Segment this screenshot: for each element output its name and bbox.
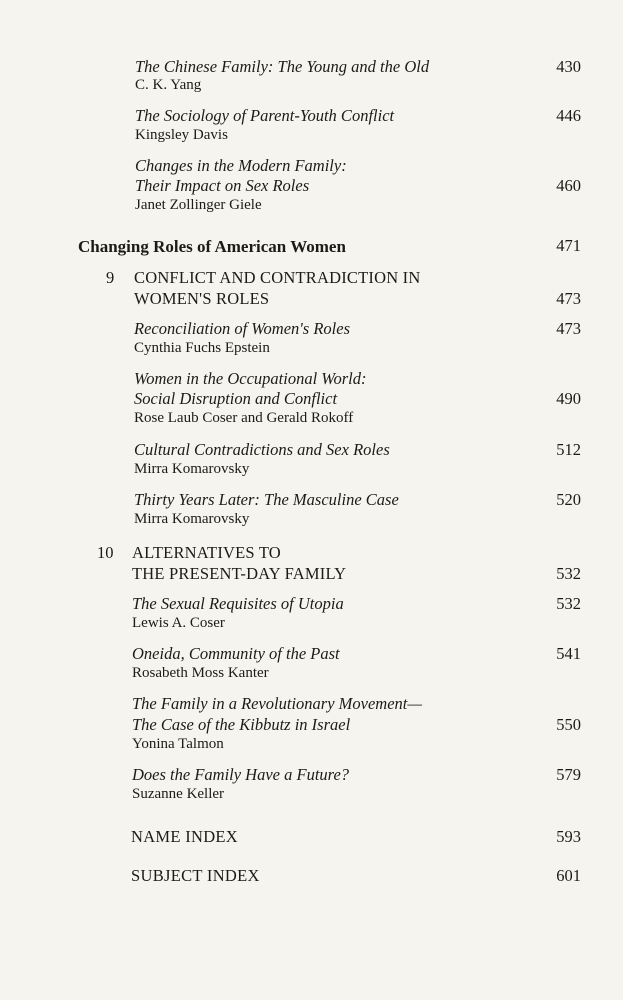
- chapter-page-number: 532: [556, 564, 581, 583]
- entry-title: The Family in a Revolutionary Movement—: [132, 694, 423, 713]
- chapter-title: CONFLICT AND CONTRADICTION IN: [134, 268, 421, 287]
- section-page-number: 471: [556, 236, 581, 255]
- entry-page-number: 550: [556, 715, 581, 734]
- subject-index-label: SUBJECT INDEX: [131, 866, 260, 885]
- subject-index-page-number: 601: [556, 866, 581, 885]
- entry-title: The Case of the Kibbutz in Israel: [132, 715, 351, 734]
- entry-page-number: 430: [556, 57, 581, 76]
- entry-page-number: 512: [556, 440, 581, 459]
- entry-page-number: 446: [556, 106, 581, 125]
- chapter-number: 9: [106, 268, 115, 287]
- entry-author: Mirra Komarovsky: [134, 511, 250, 527]
- chapter-page-number: 473: [556, 289, 581, 308]
- entry-page-number: 541: [556, 644, 581, 663]
- chapter-number: 10: [97, 543, 114, 562]
- entry-author: Rose Laub Coser and Gerald Rokoff: [134, 410, 354, 426]
- entry-author: Mirra Komarovsky: [134, 461, 250, 477]
- chapter-title: WOMEN'S ROLES: [134, 289, 270, 308]
- entry-title: The Chinese Family: The Young and the Old: [135, 57, 430, 76]
- entry-author: Lewis A. Coser: [132, 615, 225, 631]
- name-index-label: NAME INDEX: [131, 827, 239, 846]
- entry-author: Suzanne Keller: [132, 786, 225, 802]
- entry-title: Their Impact on Sex Roles: [135, 176, 310, 195]
- chapter-title: ALTERNATIVES TO: [132, 543, 281, 562]
- entry-page-number: 460: [556, 176, 581, 195]
- entry-author: Janet Zollinger Giele: [135, 197, 262, 213]
- entry-title: Social Disruption and Conflict: [134, 389, 338, 408]
- entry-page-number: 532: [556, 594, 581, 613]
- entry-title: Women in the Occupational World:: [134, 369, 367, 388]
- entry-title: The Sociology of Parent-Youth Conflict: [135, 106, 395, 125]
- section-heading: Changing Roles of American Women: [78, 237, 346, 256]
- entry-page-number: 579: [556, 765, 581, 784]
- entry-title: Does the Family Have a Future?: [132, 765, 350, 784]
- entry-author: Cynthia Fuchs Epstein: [134, 340, 270, 356]
- entry-author: C. K. Yang: [135, 77, 202, 93]
- entry-author: Kingsley Davis: [135, 127, 228, 143]
- chapter-title: THE PRESENT-DAY FAMILY: [132, 564, 347, 583]
- entry-title: Oneida, Community of the Past: [132, 644, 340, 663]
- entry-author: Yonina Talmon: [132, 736, 224, 752]
- entry-title: Cultural Contradictions and Sex Roles: [134, 440, 390, 459]
- name-index-page-number: 593: [556, 827, 581, 846]
- entry-title: Changes in the Modern Family:: [135, 156, 347, 175]
- entry-title: The Sexual Requisites of Utopia: [132, 594, 344, 613]
- entry-author: Rosabeth Moss Kanter: [132, 665, 269, 681]
- entry-page-number: 473: [556, 319, 581, 338]
- entry-page-number: 520: [556, 490, 581, 509]
- entry-title: Thirty Years Later: The Masculine Case: [134, 490, 399, 509]
- entry-title: Reconciliation of Women's Roles: [134, 319, 351, 338]
- entry-page-number: 490: [556, 389, 581, 408]
